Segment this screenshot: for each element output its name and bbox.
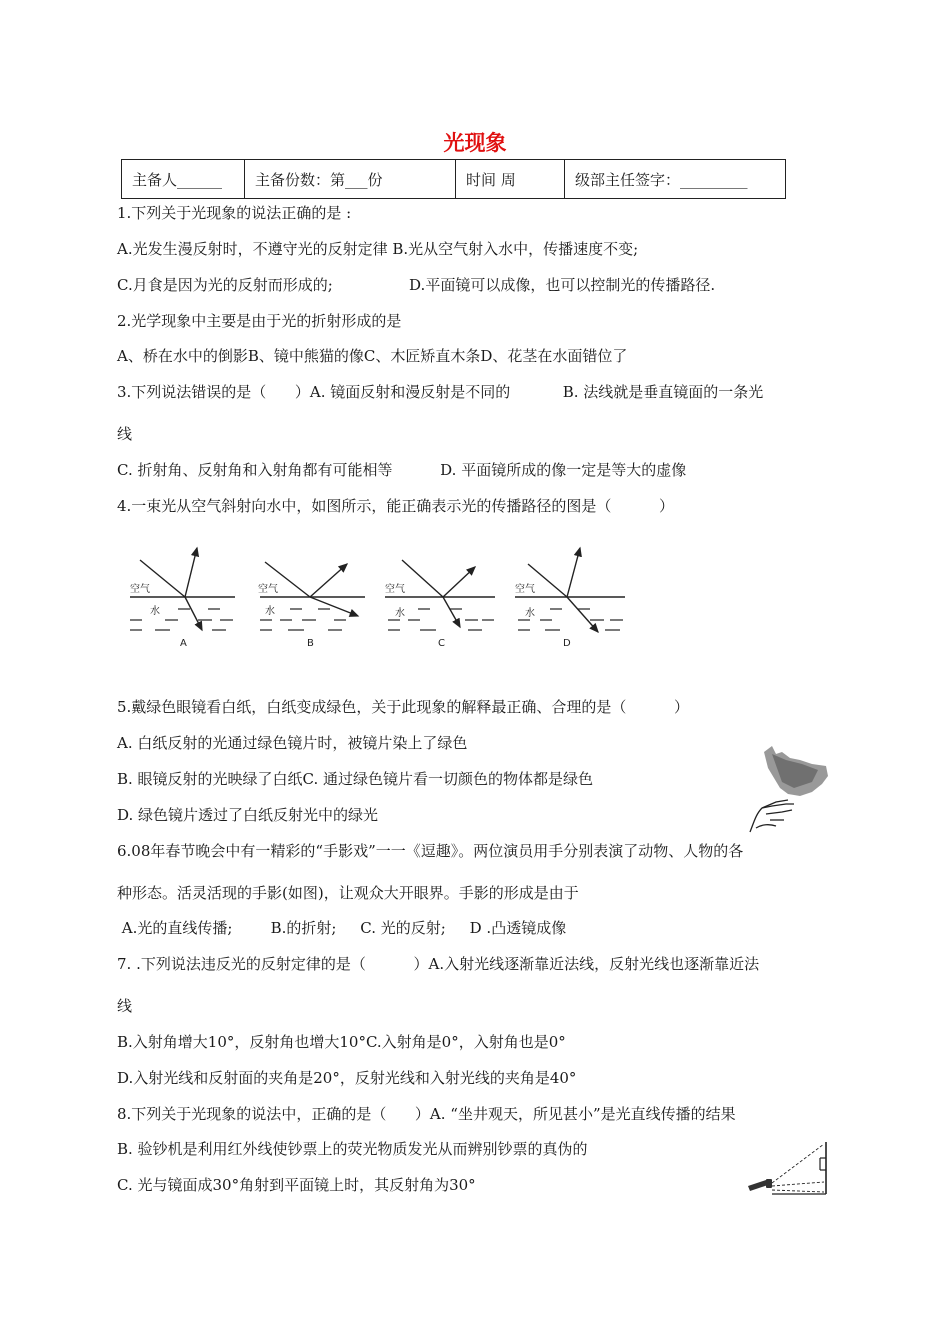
q4-stem: 4.一束光从空气斜射向水中，如图所示，能正确表示光的传播路径的图是（ ）	[117, 497, 674, 515]
q8-stem: 8.下列关于光现象的说法中，正确的是（ ）A. “坐井观天，所见甚小”是光直线传播的结果	[117, 1105, 736, 1123]
q7-options-bc: B.入射角增大10°，反射角也增大10°C.入射角是0°，入射角也是0°	[117, 1033, 566, 1051]
panel-label-d: D	[563, 638, 571, 649]
hand-shadow-image	[742, 742, 832, 834]
water-label-d: 水	[525, 608, 535, 619]
q3-stem: 3.下列说法错误的是（ ）A. 镜面反射和漫反射是不同的 B. 法线就是垂直镜面的一条光	[117, 383, 764, 401]
q7-option-d: D.入射光线和反射面的夹角是20°，反射光线和入射光线的夹角是40°	[117, 1069, 577, 1087]
q5-options-bc: B. 眼镜反射的光映绿了白纸C. 通过绿色镜片看一切颜色的物体都是绿色	[117, 770, 594, 788]
air-label-c: 空气	[385, 584, 405, 595]
air-label-d: 空气	[515, 584, 535, 595]
q3-options-cd: C. 折射角、反射角和入射角都有可能相等 D. 平面镜所成的像一定是等大的虚像	[117, 461, 687, 479]
panel-label-b: B	[307, 638, 314, 649]
q2-stem: 2.光学现象中主要是由于光的折射形成的是	[117, 312, 402, 330]
air-label-b: 空气	[258, 584, 278, 595]
q6-options: A.光的直线传播; B.的折射; C. 光的反射; D .凸透镜成像	[117, 919, 567, 937]
panel-label-c: C	[438, 638, 445, 649]
header-table	[121, 159, 786, 199]
water-label-a: 水	[150, 606, 160, 617]
q3-stem-cont: 线	[117, 425, 133, 443]
q1-options-cd: C.月食是因为光的反射而形成的; D.平面镜可以成像，也可以控制光的传播路径.	[117, 276, 716, 294]
q8-option-c: C. 光与镜面成30°角射到平面镜上时，其反射角为30°	[117, 1176, 476, 1194]
flashlight-mirror-figure	[742, 1138, 834, 1200]
time-cell: 时间 周	[456, 160, 565, 199]
q8-option-b: B. 验钞机是利用红外线使钞票上的荧光物质发光从而辨别钞票的真伪的	[117, 1140, 588, 1158]
q5-option-a: A. 白纸反射的光通过绿色镜片时，被镜片染上了绿色	[117, 734, 468, 752]
q5-stem: 5.戴绿色眼镜看白纸，白纸变成绿色，关于此现象的解释最正确、合理的是（ ）	[117, 698, 689, 716]
q7-stem: 7. .下列说法违反光的反射定律的是（ ）A.入射光线逐渐靠近法线，反射光线也逐渐靠近法	[117, 955, 760, 973]
q4-figure	[120, 542, 640, 652]
q1-stem: 1.下列关于光现象的说法正确的是 :	[117, 204, 352, 222]
q7-stem-cont: 线	[117, 997, 133, 1015]
copies-cell: 主备份数：第___份	[245, 160, 456, 199]
panel-label-a: A	[180, 638, 187, 649]
q1-options-ab: A.光发生漫反射时，不遵守光的反射定律 B.光从空气射入水中，传播速度不变;	[117, 240, 639, 258]
air-label-a: 空气	[130, 584, 150, 595]
water-label-b: 水	[265, 606, 275, 617]
q2-options: A、桥在水中的倒影B、镜中熊猫的像C、木匠矫直木条D、花茎在水面错位了	[117, 347, 628, 365]
signature-cell: 级部主任签字：_________	[565, 160, 786, 199]
q6-stem-cont: 种形态。活灵活现的手影(如图)，让观众大开眼界。手影的形成是由于	[117, 884, 579, 902]
preparer-cell: 主备人______	[122, 160, 245, 199]
q5-option-d: D. 绿色镜片透过了白纸反射光中的绿光	[117, 806, 379, 824]
page-title: 光现象	[443, 131, 507, 155]
q6-stem: 6.08年春节晚会中有一精彩的“手影戏”一一《逗趣》。两位演员用手分别表演了动物、人物的各	[117, 842, 744, 860]
water-label-c: 水	[395, 608, 405, 619]
